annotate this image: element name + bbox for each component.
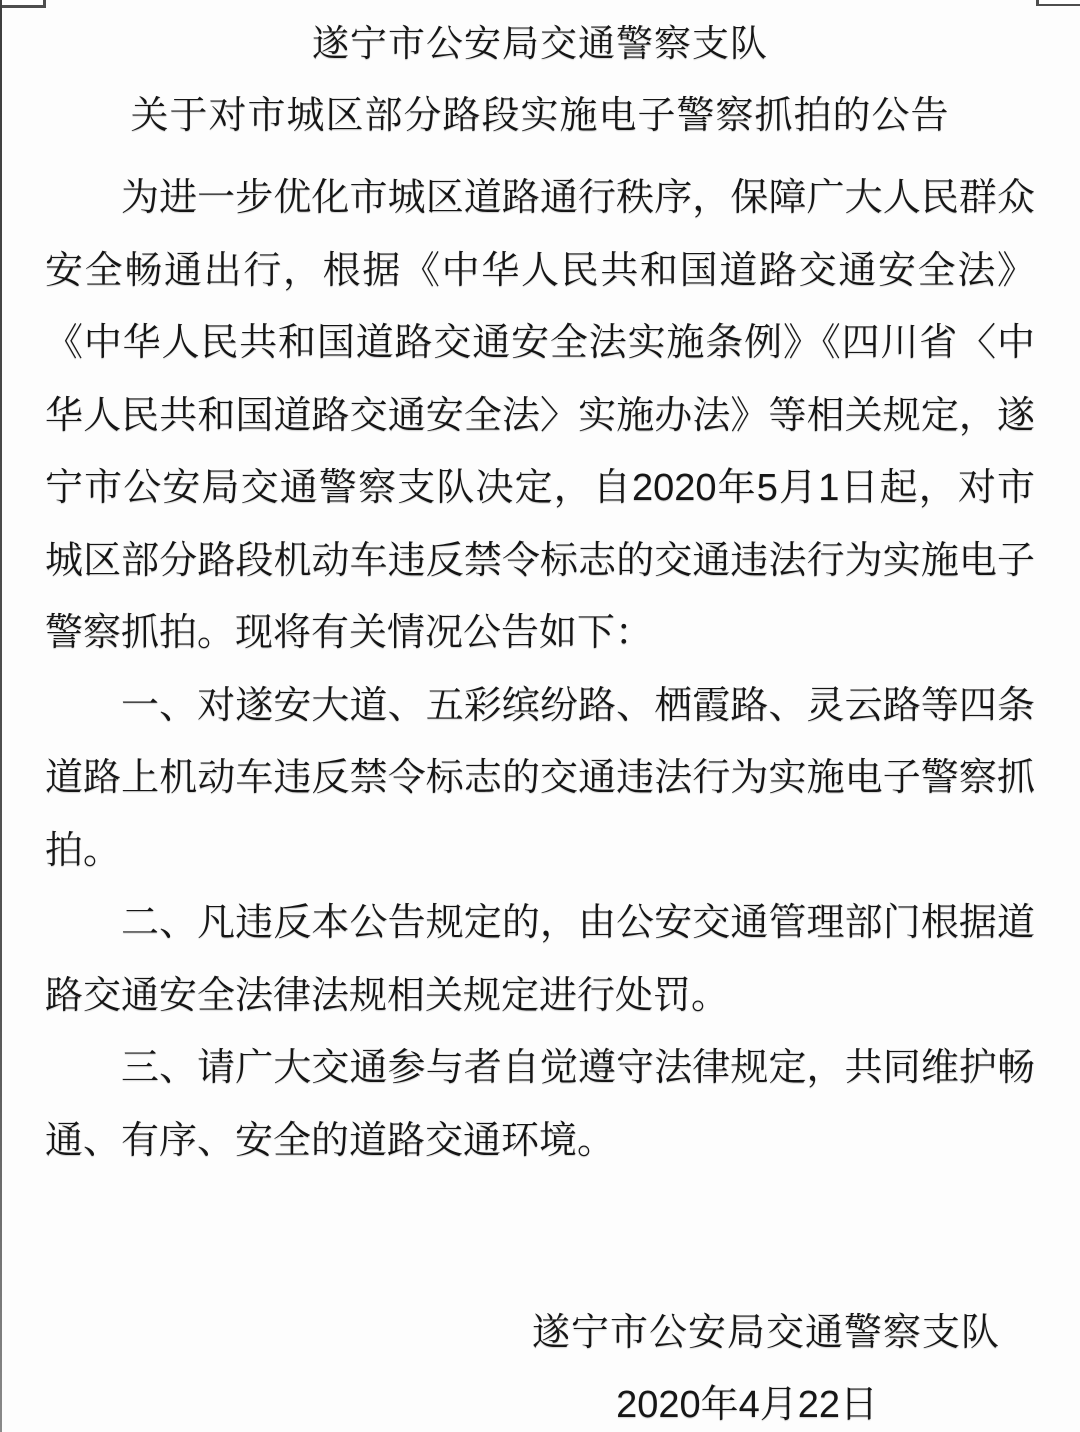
paragraph-intro: 为进一步优化市城区道路通行秩序，保障广大人民群众安全畅通出行，根据《中华人民共和国道路交通安全法》《中华人民共和国道路交通安全法实施条例》《四川省〈中华人民共和国道路交通安全法〉实施办法》等相关规定，遂宁市公安局交通警察支队决定，自2020年5月1日起，对市城区部分路段机动车违反禁令标志的交通违法行为实施电子警察抓拍。现将有关情况公告如下： <box>45 177 1035 654</box>
signature-organization: 遂宁市公安局交通警察支队 <box>531 1312 1000 1354</box>
paragraph-item-3: 三、请广大交通参与者自觉遵守法律规定，共同维护畅通、有序、安全的道路交通环境。 <box>45 1047 1035 1162</box>
window-border-fragment-top-right <box>1036 0 1080 6</box>
left-edge-line <box>0 0 2 1432</box>
signature-date: 2020年4月22日 <box>616 1384 878 1426</box>
document-title: 遂宁市公安局交通警察支队 <box>312 23 768 64</box>
document-subtitle: 关于对市城区部分路段实施电子警察抓拍的公告 <box>130 95 950 137</box>
document-body <box>45 162 1035 1177</box>
window-border-fragment-top-left <box>0 0 46 8</box>
paragraph-item-1: 一、对遂安大道、五彩缤纷路、栖霞路、灵云路等四条道路上机动车违反禁令标志的交通违法行为实施电子警察抓拍。 <box>45 684 1035 872</box>
paragraph-item-2: 二、凡违反本公告规定的，由公安交通管理部门根据道路交通安全法律法规相关规定进行处罚。 <box>45 902 1035 1017</box>
